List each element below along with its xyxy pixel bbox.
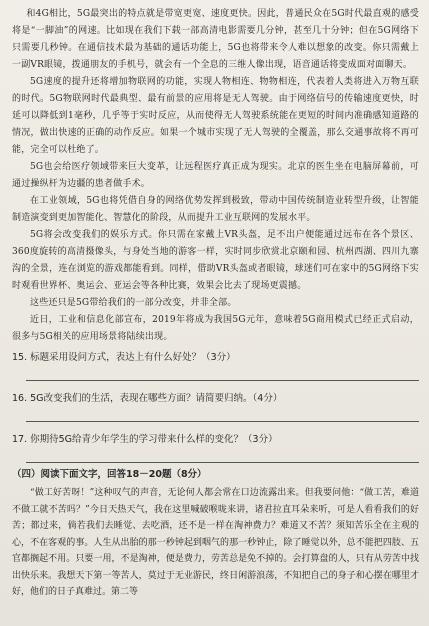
question-15 bbox=[12, 350, 419, 381]
question-16 bbox=[12, 391, 419, 422]
answer-line[interactable] bbox=[26, 366, 419, 381]
passage-paragraph: 这些还只是5G带给我们的一部分改变，并非全部。 bbox=[30, 298, 237, 308]
reading-passage-5g bbox=[12, 6, 419, 346]
passage-paragraph: 和4G相比，5G最突出的特点就是带宽更宽、速度更快。因此，普通民众在5G时代最直观的感受将是“一脚油”的网速。比如现在我们下载一部高清电影需要几分钟，甚至几十分钟；但在5G网络下只需要几秒钟。在通信技术最为基础的通话功能上，5G也将带来令人难以想象的改变。你只需戴上一副VR眼镜，拨通朋友的手机号，就会有一个全息的三维人像出现，语音通话将变成面对面聊天。 bbox=[12, 9, 419, 70]
question-17 bbox=[12, 432, 419, 463]
passage-paragraph: 5G也会给医疗领域带来巨大变革，让远程医疗真正成为现实。北京的医生坐在电脑屏幕前，可通过操纵杆为边疆的患者做手术。 bbox=[12, 162, 419, 189]
question-17-text: 17. 你期待5G给青少年学生的学习带来什么样的变化？（3分） bbox=[12, 434, 278, 445]
passage-paragraph: 近日，工业和信息化部宣布，2019年将成为我国5G元年，意味着5G商用模式已经正式启动，很多与5G相关的应用场景将陆续出现。 bbox=[12, 315, 419, 342]
question-15-text: 15. 标题采用设问方式，表达上有什么好处？（3分） bbox=[12, 352, 236, 363]
section-4-title: （四）阅读下面文字，回答18－20题（8分） bbox=[12, 469, 207, 480]
passage-paragraph: 在工业领域，5G也将凭借自身的网络优势发挥到极致，带动中国传统制造业转型升级，让智能制造演变到更加智能化、智慧化的阶段，从而提升工业互联网的发展水平。 bbox=[12, 196, 419, 223]
passage-paragraph: 5G将会改变我们的娱乐方式。你只需在家戴上VR头盔，足不出户便能通过远布在各个景区、360度旋转的高清摄像头，与身处当地的游客一样，实时同步欣赏北京颐和园、杭州西湖、四川九寨沟的全景，连在浏览的游戏都能看到。同样，借助VR头盔或者眼镜，球迷们可在家中的5G网络下实时观看世界杯、奥运会、亚运会等各种比赛，效果会比去了现场更震撼。 bbox=[12, 230, 419, 291]
answer-line[interactable] bbox=[26, 448, 419, 463]
question-16-text: 16. 5G改变我们的生活，表现在哪些方面？请简要归纳。（4分） bbox=[12, 393, 283, 404]
section-4-paragraph: “做工好苦呀！”这种叹气的声音，无论何人都会常在口边流露出来。但我要问他：“做工苦，难道不做工就不苦吗？”今日天热天气，我在这里喊破喉咙来讲，诸君拉直耳朵来听，可是人看看我们的好苦；都过来，倘若我们去睡觉、去吃酒，还不是一样在淘神费力？难道又不苦？须知苦乐全在主观的心，不在客观的事。人生从出胎的那一秒钟起到咽气的那一秒钟止，除了睡觉以外，总不能把四肢、五官都搁起不用。只要一用，不是淘神，便是费力，劳苦总是免不掉的。会打算盘的人，只有从劳苦中找出快乐来。我想天下第一等苦人，莫过于无业游民，终日闲游浪荡，不知把自己的身子和心摆在哪里才好，他们的日子真难过。第二等 bbox=[12, 488, 419, 597]
answer-line[interactable] bbox=[26, 407, 419, 422]
passage-paragraph: 5G速度的提升还将增加物联网的功能，实现人物相连、物物相连，代表着人类将进入万物互联的时代。5G物联网时代最典型、最有前景的应用将是无人驾驶。由于网络信号的传输速度更快，时延可以降低到1毫秒，几乎等于实时反应，从而使得无人驾驶系统能在更短的时间内准确感知道路的情况，做出快速的正确的动作反应。如果一个城市实现了无人驾驶的全覆盖，那么交通事故将不再可能，完全可以杜绝了。 bbox=[12, 77, 419, 155]
section-4 bbox=[12, 467, 419, 601]
